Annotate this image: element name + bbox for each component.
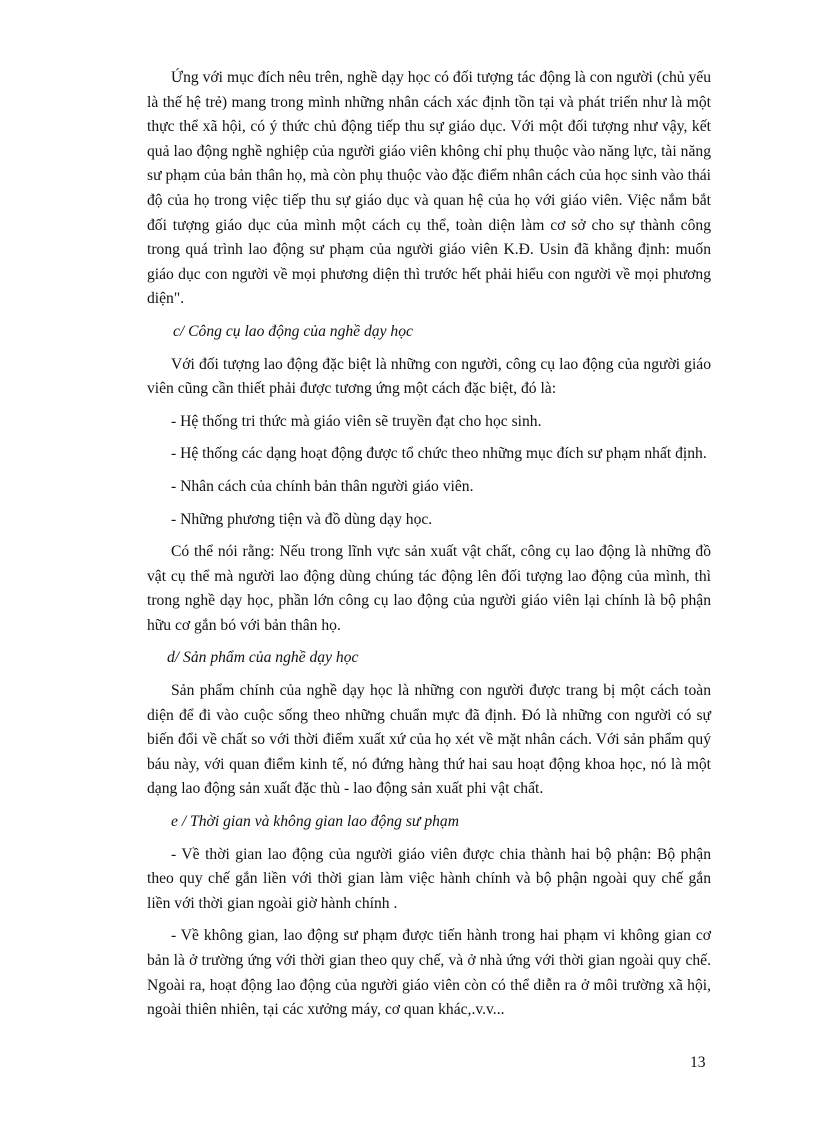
section-c-intro: Với đối tượng lao động đặc biệt là những con người, công cụ lao động của người giáo viên cũng cần thiết phải được tương ứng một cách đặc biệt, đó là: (147, 355, 711, 398)
section-c-item: - Hệ thống các dạng hoạt động được tổ chức theo những mục đích sư phạm nhất định. (171, 445, 707, 463)
section-e-space: - Về không gian, lao động sư phạm được tiến hành trong hai phạm vi không gian cơ bản là ở trường ứng với thời gian theo quy chế, và ở nhà ứng với thời gian ngoài quy chế. Ngoài ra, hoạt động lao động của người giáo viên còn có thể diễn ra ở môi trường xã hội, ngoài thiên nhiên, tại các xưởng máy, cơ quan khác,.v.v... (147, 927, 711, 1019)
intro-paragraph: Ứng với mục đích nêu trên, nghề dạy học có đối tượng tác động là con người (chủ yếu là thế hệ trẻ) mang trong mình những nhân cách xác định tồn tại và phát triển như là một thực thể xã hội, có ý thức chủ động tiếp thu sự giáo dục. Với một đối tượng như vậy, kết quả lao động nghề nghiệp của người giáo viên không chỉ phụ thuộc vào năng lực, tài năng sư phạm của bản thân họ, mà còn phụ thuộc vào đặc điểm nhân cách của học sinh vào thái độ của họ trong việc tiếp thu sự giáo dục và quan hệ của họ với giáo viên. Việc nắm bắt đối tượng giáo dục của mình một cách cụ thể, toàn diện làm cơ sở cho sự thành công trong quá trình lao động sư phạm của người giáo viên K.Đ. Usin đã khẳng định: muốn giáo dục con người về mọi phương diện thì trước hết phải hiểu con người về mọi phương diện". (147, 69, 711, 308)
section-e-heading: e / Thời gian và không gian lao động sư phạm (171, 813, 459, 831)
page-number: 13 (690, 1054, 706, 1071)
document-body (147, 66, 711, 1031)
section-d-body: Sản phẩm chính của nghề dạy học là những con người được trang bị một cách toàn diện để đi vào cuộc sống theo những chuẩn mực đã định. Đó là những con người có sự biến đổi về chất so với thời điểm xuất xứ của họ xét về mặt nhân cách. Với sản phẩm quý báu này, với quan điểm kinh tế, nó đứng hàng thứ hai sau hoạt động khoa học, nó là một dạng lao động sản xuất đặc thù - lao động sản xuất phi vật chất. (147, 682, 711, 798)
section-c-item: - Nhân cách của chính bản thân người giáo viên. (171, 477, 474, 495)
section-d-heading: d/ Sản phẩm của nghề dạy học (167, 649, 359, 667)
section-e-time: - Về thời gian lao động của người giáo viên được chia thành hai bộ phận: Bộ phận theo quy chế gắn liền với thời gian làm việc hành chính và bộ phận ngoài quy chế gắn liền với thời gian ngoài giờ hành chính . (147, 845, 711, 912)
section-c-item: - Hệ thống tri thức mà giáo viên sẽ truyền đạt cho học sinh. (171, 412, 542, 430)
section-c-heading: c/ Công cụ lao động của nghề dạy học (173, 322, 413, 340)
section-c-conclusion: Có thể nói rằng: Nếu trong lĩnh vực sản xuất vật chất, công cụ lao động là những đồ vật cụ thể mà người lao động dùng chúng tác động lên đối tượng lao động của mình, thì trong nghề dạy học, phần lớn công cụ lao động của người giáo viên lại chính là bộ phận hữu cơ gắn bó với bản thân họ. (147, 543, 711, 634)
section-c-item: - Những phương tiện và đồ dùng dạy học. (171, 510, 433, 528)
